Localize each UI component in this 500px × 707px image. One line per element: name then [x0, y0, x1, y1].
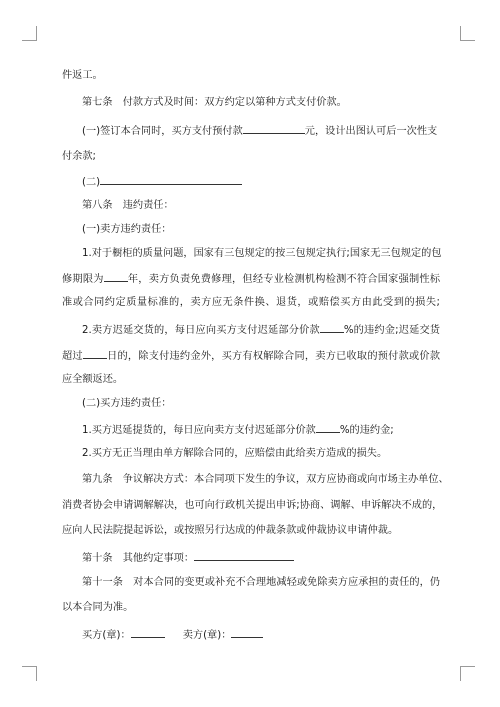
- article-7-heading: 第七条 付款方式及时间：双方约定以第种方式支付价款。: [82, 97, 347, 108]
- text-segment: (二): [82, 177, 101, 188]
- page-corner-mark-bottom-right: [460, 666, 475, 681]
- text-segment: 年，卖方负责免费修理，但经专业检测机构检测不符合国家强制性标: [127, 274, 441, 285]
- article-9-line-3: 应向人民法院提起诉讼，或按照另行达成的仲裁条款或仲裁协议申请仲裁。: [62, 525, 399, 536]
- seller-liability-1-line-3: 准或合同约定质量标准的，卖方应无条件换、退货，或赔偿买方由此受到的损失;: [62, 297, 440, 308]
- blank-seller-seal: [231, 627, 263, 638]
- blank-payment-method-2: [100, 174, 242, 185]
- blank-prepayment-amount: [243, 123, 305, 134]
- blank-buyer-penalty-percent: [316, 422, 340, 433]
- article-7-item-1-line-2: 付余款;: [62, 151, 96, 162]
- seller-seal-label: 卖方(章)：: [182, 630, 232, 641]
- article-9-line-1: 第九条 争议解决方式：本合同项下发生的争议，双方应协商或向市场主办单位、: [82, 474, 449, 485]
- blank-other-terms: [194, 550, 294, 561]
- text-segment: %的违约金;: [339, 425, 394, 436]
- blank-delay-days: [83, 348, 107, 359]
- signature-line: [82, 627, 440, 643]
- text-segment: %的违约金;迟延交货: [343, 325, 440, 336]
- text-segment: 1.买方迟延提货的，每日应向卖方支付迟延部分价款: [82, 425, 316, 436]
- article-7-item-2: [82, 174, 440, 190]
- article-9-line-2: 消费者协会申请调解解决，也可向行政机关提出申诉;协商、调解、申诉解决不成的，: [62, 500, 443, 511]
- text-segment: 超过: [62, 351, 83, 362]
- article-11-line-2: 以本合同为准。: [62, 602, 134, 613]
- seller-liability-2-line-2: [62, 348, 440, 364]
- article-11-line-1: 第十一条 对本合同的变更或补充不合理地减轻或免除卖方应承担的责任的，仍: [82, 577, 440, 588]
- buyer-liability-heading: (二)买方违约责任：: [82, 398, 172, 409]
- blank-warranty-years: [104, 271, 128, 282]
- page-corner-mark-bottom-left: [22, 666, 37, 681]
- page-corner-mark-top-right: [460, 26, 475, 41]
- article-10: [82, 550, 440, 566]
- text-segment: (一)签订本合同时，买方支付预付款: [82, 126, 243, 137]
- seller-liability-2-line-1: [82, 322, 440, 338]
- buyer-liability-2: 2.买方无正当理由单方解除合同的，应赔偿由此给卖方造成的损失。: [82, 448, 388, 459]
- blank-seller-penalty-percent: [320, 322, 344, 333]
- seller-liability-1-line-1: 1.对于橱柜的质量问题，国家有三包规定的按三包规定执行;国家无三包规定的包: [82, 248, 442, 259]
- seller-liability-2-line-3: 应全额返还。: [62, 374, 124, 385]
- seller-liability-heading: (一)卖方违约责任：: [82, 224, 172, 235]
- seller-liability-1-line-2: [62, 271, 440, 287]
- article-7-item-1-line-1: [82, 123, 440, 139]
- text-segment: 2.卖方迟延交货的，每日应向买方支付迟延部分价款: [82, 325, 320, 336]
- text-line-return-work: 件返工。: [62, 70, 103, 81]
- blank-buyer-seal: [131, 627, 165, 638]
- page-corner-mark-top-left: [22, 26, 37, 41]
- text-segment: 修期限为: [62, 274, 104, 285]
- article-8-heading: 第八条 违约责任：: [82, 200, 174, 211]
- text-segment: 第十条 其他约定事项：: [82, 553, 195, 564]
- buyer-liability-1: [82, 422, 440, 438]
- text-segment: 日的，除支付违约金外，买方有权解除合同，卖方已收取的预付款或价款: [106, 351, 441, 362]
- text-segment: 元，设计出图认可后一次性支: [304, 126, 438, 137]
- buyer-seal-label: 买方(章)：: [82, 630, 131, 641]
